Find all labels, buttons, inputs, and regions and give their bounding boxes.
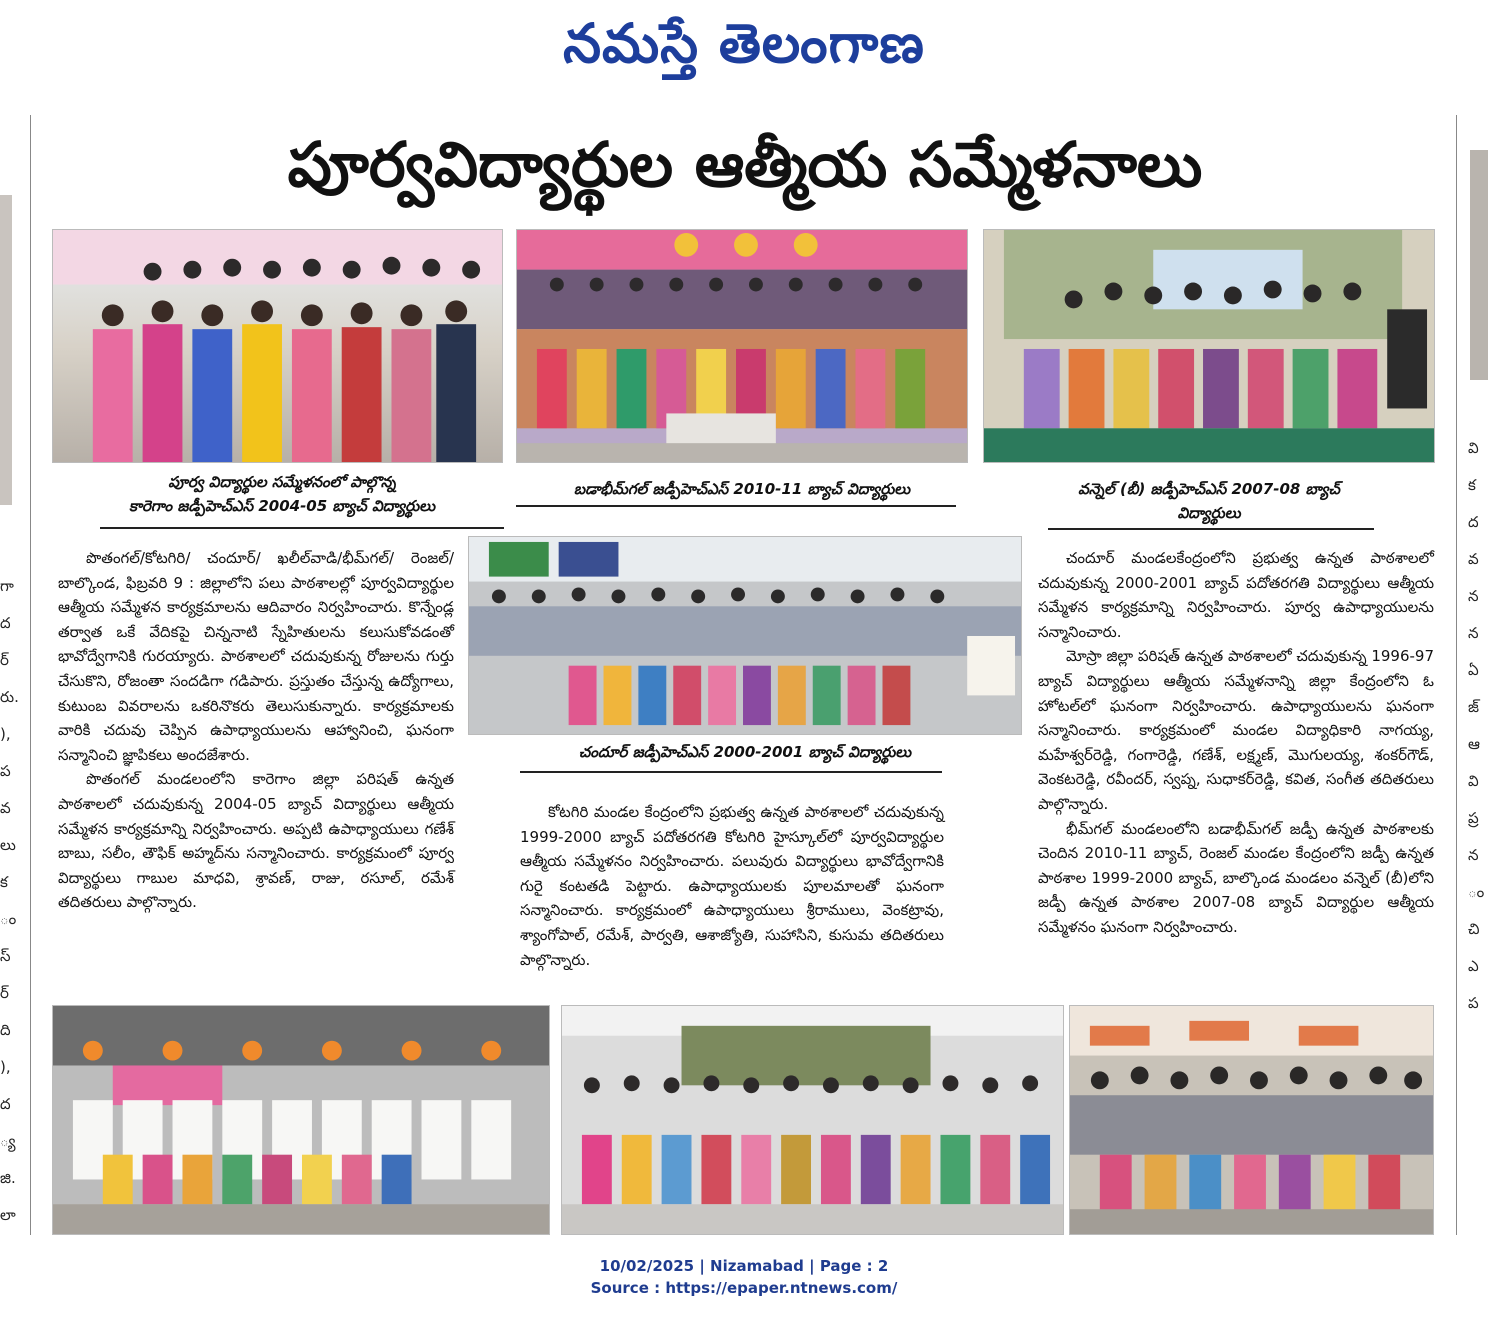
article-right-column bbox=[1038, 546, 1434, 940]
right-edge-glyphs-4: న bbox=[1468, 587, 1479, 605]
adjacent-article-left-edge bbox=[0, 568, 19, 1234]
left-edge-glyphs-8: క bbox=[0, 873, 8, 891]
photo-vannel-b-2007-08-batch bbox=[983, 229, 1435, 463]
left-paragraph-1: పొతంగల్/కోటగిరి/ చందూర్/ ఖలీల్‌వాడి/భీమ్‌గల్/ రెంజల్/బాల్కొండ, ఫిబ్రవరి 9 : జిల్లాలోని పలు పాఠశాలల్లో పూర్వవిద్యార్థుల ఆత్మీయ సమ్మేళన కార్యక్రమాలను ఆదివారం నిర్వహించారు. కొన్నేండ్ల తర్వాత ఒకే వేదికపై చిన్ననాటి స్నేహితులను కలుసుకోవడంతో భావోద్వేగానికి గురయ్యారు. పాఠశాలలో చదువుకున్న రోజులను గుర్తు చేసుకొని, రోజంతా సందడిగా గడిపారు. ప్రస్తుతం చేస్తున్న ఉద్యోగాలు, కుటుంబ వివరాలను ఒకరినొకరు తెలుసుకున్నారు. కార్యక్రమాలకు వారికి చదువు చెప్పిన ఉపాధ్యాయులను ఆహ్వానించి, ఘనంగా సన్మానించి జ్ఞాపికలు అందజేశారు. bbox=[58, 549, 454, 764]
caption-photo-1 bbox=[60, 470, 504, 518]
photo-karegam-2004-05-batch bbox=[52, 229, 503, 463]
caption-rule-4 bbox=[520, 771, 942, 773]
left-edge-glyphs-4: ), bbox=[0, 725, 11, 743]
right-edge-glyphs-13: చి bbox=[1468, 920, 1480, 938]
caption-rule-3 bbox=[1048, 528, 1374, 530]
right-edge-glyphs-1: క bbox=[1468, 476, 1476, 494]
caption-photo-3-line-1: వన్నెల్ (బీ) జడ్పీహెచ్ఎస్ 2007-08 బ్యాచ్ bbox=[1078, 480, 1340, 498]
left-edge-glyphs-2: ర్ bbox=[0, 651, 9, 669]
caption-rule-2 bbox=[516, 505, 956, 507]
right-edge-glyphs-7: జ్ bbox=[1468, 698, 1479, 716]
article-middle-column bbox=[520, 800, 944, 972]
left-edge-glyphs-10: స్ bbox=[0, 947, 11, 965]
right-edge-glyphs-6: ఏ bbox=[1468, 661, 1479, 679]
left-edge-glyphs-14: ద bbox=[0, 1095, 11, 1113]
caption-photo-1-line-2: కారెగాం జడ్పీహెచ్ఎస్ 2004-05 బ్యాచ్ విద్యార్థులు bbox=[128, 497, 436, 515]
article-left-column bbox=[58, 546, 454, 915]
left-paragraph-2: పొతంగల్ మండలంలోని కారెగాం జిల్లా పరిషత్ ఉన్నత పాఠశాలలో చదువుకున్న 2004-05 బ్యాచ్ విద్యార్థులు ఆత్మీయ సమ్మేళన కార్యక్రమాన్ని నిర్వహించారు. అప్పటి ఉపాధ్యాయులు గణేశ్ బాబు, సలీం, తౌఫిక్ అహ్మద్‌ను సన్మానించారు. కార్యక్రమంలో పూర్వ విద్యార్థులు గాబుల మాధవి, శ్రావణ్, రాజు, రసూల్, రమేశ్ తదితరులు పాల్గొన్నారు. bbox=[58, 770, 454, 912]
adjacent-photo-left-edge bbox=[0, 195, 12, 505]
caption-photo-3 bbox=[983, 477, 1435, 525]
middle-paragraph-1: కోటగిరి మండల కేంద్రంలోని ప్రభుత్వ ఉన్నత పాఠశాలలో చదువుకున్న 1999-2000 బ్యాచ్ పదోతరగతి కోటగిరి హైస్కూల్‌లో పూర్వవిద్యార్థుల ఆత్మీయ సమ్మేళనం నిర్వహించారు. పలువురు విద్యార్థులు భావోద్వేగానికి గురై కంటతడి పెట్టారు. ఉపాధ్యాయులకు పూలమాలతో ఘనంగా సన్మానించారు. కార్యక్రమంలో ఉపాధ్యాయులు శ్రీరాములు, వెంకట్రావు, శ్యాంగోపాల్, రమేశ్, పార్వతి, ఆశాజ్యోతి, సుహాసిని, కుసుమ తదితరులు పాల్గొన్నారు. bbox=[520, 803, 944, 969]
left-edge-glyphs-6: వ bbox=[0, 799, 11, 817]
left-edge-glyphs-13: ), bbox=[0, 1058, 11, 1076]
caption-rule-1 bbox=[100, 527, 504, 529]
right-edge-glyphs-11: న bbox=[1468, 846, 1479, 864]
adjacent-article-right-edge bbox=[1468, 430, 1488, 1022]
right-edge-glyphs-12: ం bbox=[1468, 883, 1485, 901]
right-edge-glyphs-9: వి bbox=[1468, 772, 1479, 790]
left-edge-glyphs-12: ది bbox=[0, 1021, 11, 1039]
left-edge-glyphs-5: ప bbox=[0, 762, 11, 780]
left-edge-glyphs-11: ర్ bbox=[0, 984, 9, 1002]
adjacent-photo-right-edge bbox=[1470, 150, 1488, 380]
right-edge-glyphs-5: న bbox=[1468, 624, 1479, 642]
caption-photo-1-line-1: పూర్వ విద్యార్థుల సమ్మేళనంలో పాల్గొన్న bbox=[168, 473, 396, 491]
right-edge-glyphs-8: ఆ bbox=[1468, 735, 1480, 753]
left-column-divider bbox=[30, 115, 31, 1235]
left-edge-glyphs-7: లు bbox=[0, 836, 16, 854]
right-edge-glyphs-0: వి bbox=[1468, 439, 1479, 457]
newspaper-masthead: నమస్తే తెలంగాణ bbox=[563, 11, 925, 75]
right-column-divider bbox=[1456, 115, 1457, 1235]
right-edge-glyphs-2: ద bbox=[1468, 513, 1479, 531]
photo-bottom-right-group bbox=[1069, 1005, 1434, 1235]
photo-bottom-left-group bbox=[52, 1005, 550, 1235]
right-edge-glyphs-10: ప్ర bbox=[1468, 809, 1479, 827]
caption-photo-2: బడాభీమ్‌గల్ జడ్పీహెచ్ఎస్ 2010-11 బ్యాచ్ విద్యార్థులు bbox=[573, 480, 911, 498]
left-edge-glyphs-9: ం bbox=[0, 910, 17, 928]
right-paragraph-3: భీమ్‌గల్ మండలంలోని బడాభీమ్‌గల్ జడ్పీ ఉన్నత పాఠశాలకు చెందిన 2010-11 బ్యాచ్, రెంజల్ మండల కేంద్రంలోని జడ్పీ ఉన్నత పాఠశాల 1999-2000 బ్యాచ్, బాల్కొండ మండలం వన్నెల్ (బీ)లోని జడ్పీ ఉన్నత పాఠశాల 2007-08 బ్యాచ్ విద్యార్థుల ఆత్మీయ సమ్మేళనం ఘనంగా నిర్వహించారు. bbox=[1038, 819, 1434, 936]
left-edge-glyphs-17: లా bbox=[0, 1206, 16, 1224]
right-paragraph-1: చందూర్ మండలకేంద్రంలోని ప్రభుత్వ ఉన్నత పాఠశాలలో చదువుకున్న 2000-2001 బ్యాచ్ పదోతరగతి విద్యార్థులు ఆత్మీయ సమ్మేళన కార్యక్రమాన్ని నిర్వహించారు. పూర్వ ఉపాధ్యాయులను సన్మానించారు. bbox=[1038, 549, 1434, 641]
photo-bottom-middle-group bbox=[561, 1005, 1064, 1235]
photo-badabheemgal-2010-11-batch bbox=[516, 229, 968, 463]
left-edge-glyphs-16: జి. bbox=[0, 1169, 16, 1187]
left-edge-glyphs-3: రు. bbox=[0, 688, 19, 706]
photo-chandur-2000-2001-batch bbox=[468, 536, 1022, 735]
left-edge-glyphs-0: గా bbox=[0, 577, 14, 595]
left-edge-glyphs-1: ద bbox=[0, 614, 11, 632]
right-edge-glyphs-14: ఎ bbox=[1468, 957, 1479, 975]
caption-photo-4: చందూర్ జడ్పీహెచ్ఎస్ 2000-2001 బ్యాచ్ విద్యార్థులు bbox=[578, 743, 912, 761]
footer-date-edition-page: 10/02/2025 | Nizamabad | Page : 2 bbox=[599, 1257, 889, 1275]
caption-photo-3-line-2: విద్యార్థులు bbox=[1177, 504, 1241, 522]
footer-source-url[interactable]: Source : https://epaper.ntnews.com/ bbox=[590, 1279, 898, 1297]
right-edge-glyphs-15: ప bbox=[1468, 994, 1479, 1012]
left-edge-glyphs-15: ్య bbox=[0, 1132, 16, 1150]
right-edge-glyphs-3: వ bbox=[1468, 550, 1479, 568]
right-paragraph-2: మోస్రా జిల్లా పరిషత్ ఉన్నత పాఠశాలలో చదువుకున్న 1996-97 బ్యాచ్ విద్యార్థులు ఆత్మీయ సమ్మేళనాన్ని జిల్లా కేంద్రంలోని ఓ హోటల్‌లో ఘనంగా నిర్వహించారు. ఉపాధ్యాయులను ఘనంగా సన్మానించారు. కార్యక్రమంలో మండల విద్యాధికారి నాగయ్య, మహేశ్వర్‌రెడ్డి, గంగారెడ్డి, గణేశ్, లక్ష్మణ్, మొగులయ్య, శంకర్‌గౌడ్, వెంకటరెడ్డి, రవీందర్, స్వప్న, సుధాకర్‌రెడ్డి, కవిత, సంగీత తదితరులు పాల్గొన్నారు. bbox=[1038, 647, 1435, 813]
article-headline: పూర్వవిద్యార్థుల ఆత్మీయ సమ్మేళనాలు bbox=[287, 128, 1203, 201]
